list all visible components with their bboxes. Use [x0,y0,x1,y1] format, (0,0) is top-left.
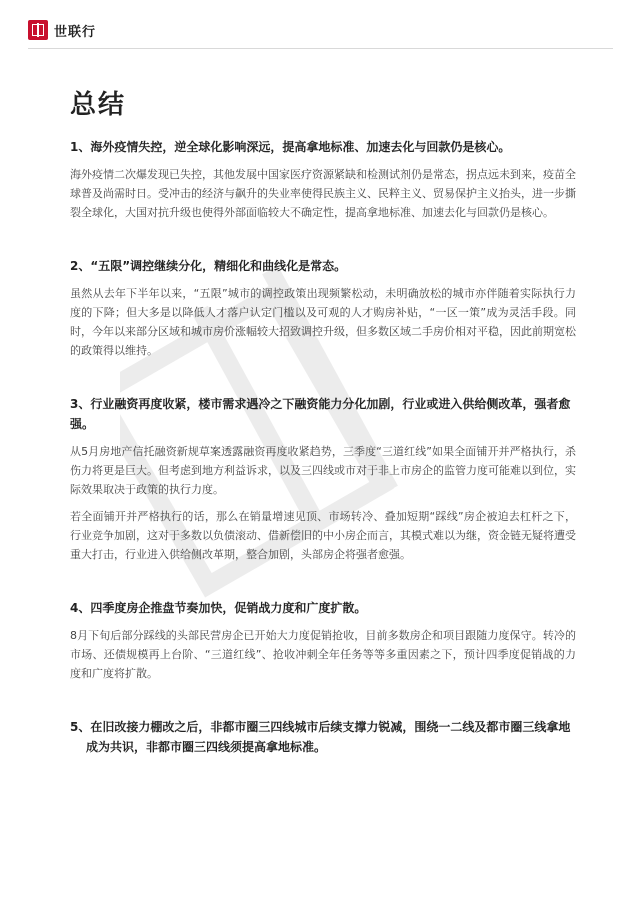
section-paragraph: 8月下旬后部分踩线的头部民营房企已开始大力度促销抢收，目前多数房企和项目跟随力度保守。转冷的市场、还债规模再上台阶、“三道红线”、抢收冲刺全年任务等等多重因素之下，预计四季度促销战的力度和广度将扩散。 [70,629,576,680]
section-paragraph: 若全面铺开并严格执行的话，那么在销量增速见顶、市场转冷、叠加短期“踩线”房企被迫去杠杆之下，行业竞争加剧，这对于多数以负债滚动、借新偿旧的中小房企而言，其模式难以为继，资金链无疑将遭受重大打击，行业进入供给侧改革期，整合加剧，头部房企将强者愈强。 [70,510,576,561]
section-1 [70,137,576,222]
brand-logo-icon [28,20,48,40]
document-body [70,84,576,757]
header-divider [28,48,613,49]
section-5 [70,717,576,757]
section-paragraph: 从5月房地产信托融资新规草案透露融资再度收紧趋势，三季度“三道红线”如果全面铺开并严格执行，杀伤力将更是巨大。但考虑到地方利益诉求，以及三四线或市对于非上市房企的监管力度可能难以到位，实际效果取决于政策的执行力度。 [70,445,576,496]
brand-name: 世联行 [54,24,97,40]
section-paragraph: 虽然从去年下半年以来，“五限”城市的调控政策出现频繁松动，未明确放松的城市亦伴随着实际执行力度的下降；但大多是以降低人才落户认定门槛以及可观的人才购房补贴，“一区一策”成为灵活手段。同时，今年以来部分区域和城市房价涨幅较大招致调控升级，但多数区域二手房价相对平稳，因此前期宽松的政策得以维持。 [70,287,576,357]
section-heading: 2、“五限”调控继续分化，精细化和曲线化是常态。 [70,259,347,273]
section-2 [70,256,576,360]
section-heading: 4、四季度房企推盘节奏加快，促销战力度和广度扩散。 [70,601,367,615]
page-title: 总结 [70,90,127,120]
section-heading: 1、海外疫情失控，逆全球化影响深远，提高拿地标准、加速去化与回款仍是核心。 [70,140,511,154]
section-3 [70,394,576,564]
section-heading: 5、在旧改接力棚改之后，非都市圈三四线城市后续支撑力锐减，围绕一二线及都市圈三线拿地成为共识，非都市圈三四线须提高拿地标准。 [70,720,571,754]
section-4 [70,598,576,683]
section-heading: 3、行业融资再度收紧，楼市需求遇冷之下融资能力分化加剧，行业或进入供给侧改革，强者愈强。 [70,397,571,431]
section-paragraph: 海外疫情二次爆发现已失控，其他发展中国家医疗资源紧缺和检测试剂仍是常态，拐点远未到来，疫苗全球普及尚需时日。受冲击的经济与飙升的失业率使得民族主义、民粹主义、贸易保护主义抬头，进一步撕裂全球化，大国对抗升级也使得外部面临较大不确定性，提高拿地标准、加速去化与回款仍是核心。 [70,168,576,219]
header [28,16,96,44]
